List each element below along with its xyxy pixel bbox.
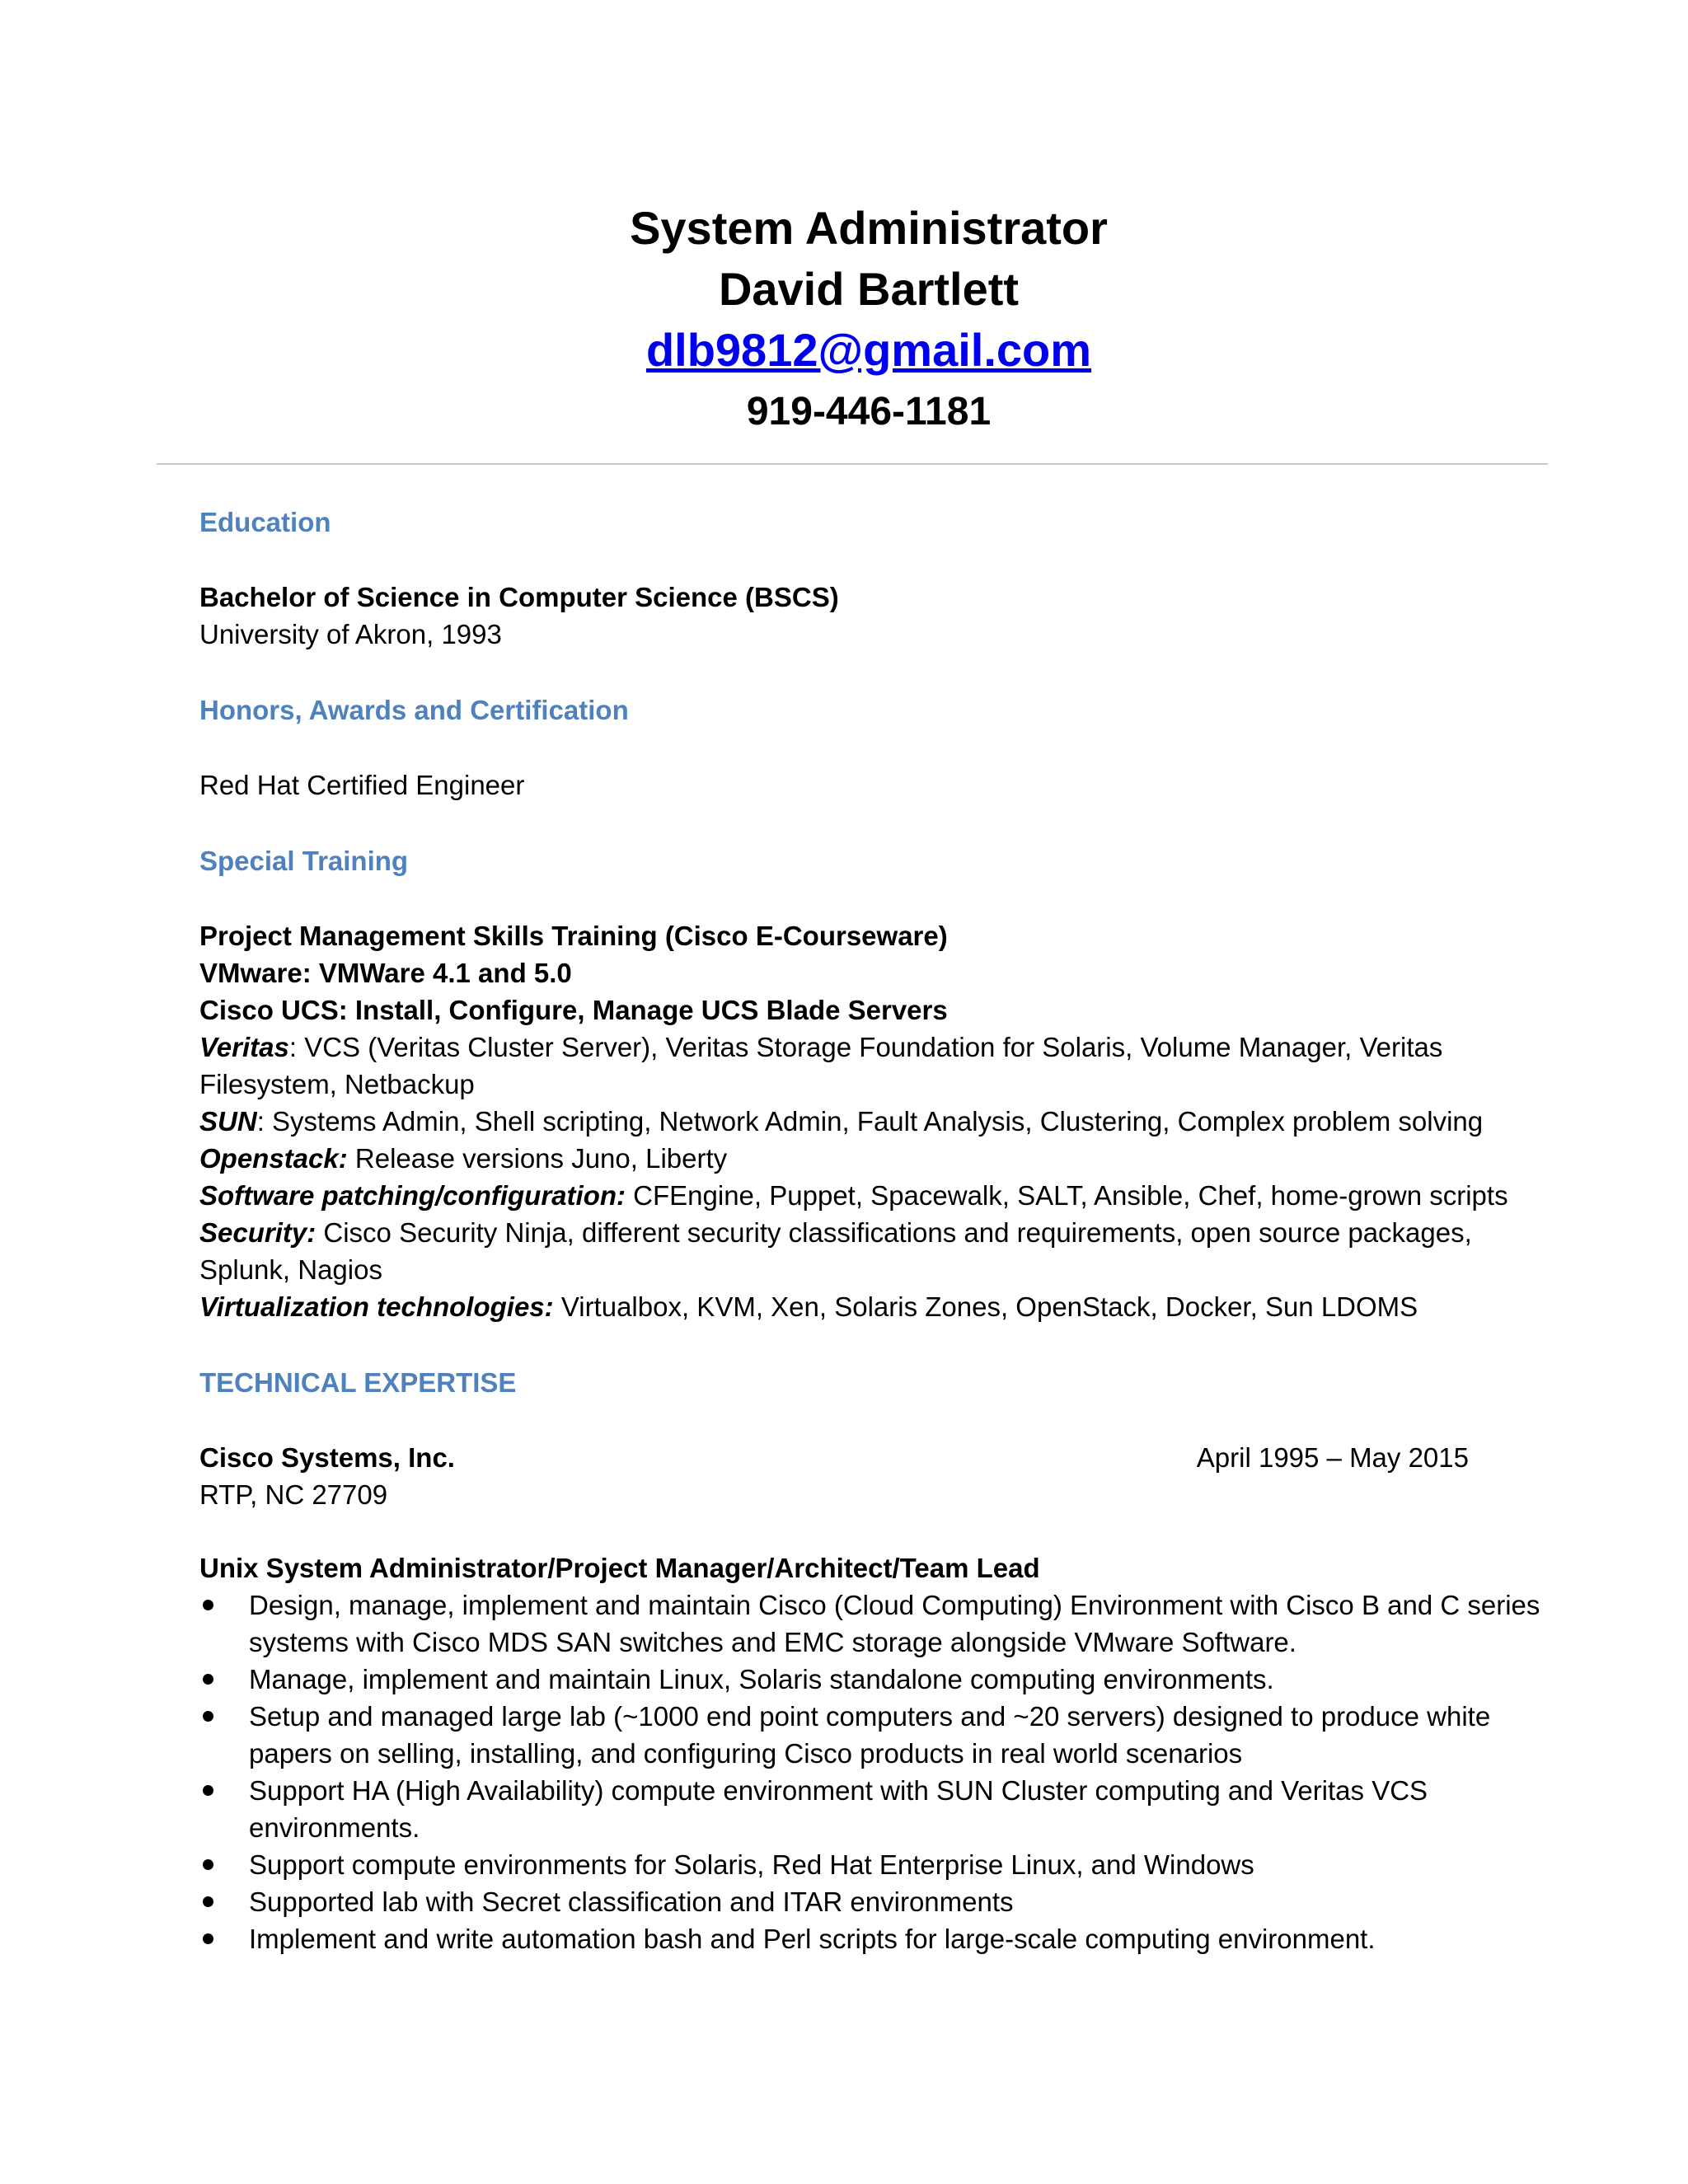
skill-line: SUN: Systems Admin, Shell scripting, Network Admin, Fault Analysis, Clustering, Complex problem solving	[199, 1106, 1484, 1137]
skill-line	[199, 1214, 1543, 1288]
list-item: Supported lab with Secret classification and ITAR environments	[199, 1883, 1543, 1920]
training-item: Cisco UCS: Install, Configure, Manage UCS Blade Servers	[199, 995, 948, 1025]
skill-text: Release versions Juno, Liberty	[347, 1143, 728, 1174]
skill-label: Security:	[199, 1217, 316, 1248]
expertise-heading: TECHNICAL EXPERTISE	[199, 1367, 517, 1398]
skill-label: Software patching/configuration:	[199, 1180, 626, 1211]
list-item: Manage, implement and maintain Linux, Solaris standalone computing environments.	[199, 1661, 1543, 1698]
training-item: Project Management Skills Training (Cisco E-Courseware)	[199, 921, 948, 951]
list-item: Support HA (High Availability) compute environment with SUN Cluster computing and Veritas VCS environments.	[199, 1772, 1543, 1846]
list-item: Setup and managed large lab (~1000 end point computers and ~20 servers) designed to produce white papers on selling, installing, and configuring Cisco products in real world scenarios	[199, 1698, 1543, 1772]
company-location: RTP, NC 27709	[199, 1479, 388, 1510]
skill-label: SUN	[199, 1106, 257, 1137]
skill-text: CFEngine, Puppet, Spacewalk, SALT, Ansible, Chef, home-grown scripts	[626, 1180, 1508, 1211]
skill-label: Virtualization technologies:	[199, 1291, 554, 1322]
employer-row	[199, 1439, 1543, 1476]
header-divider	[157, 463, 1548, 465]
list-item: Design, manage, implement and maintain Cisco (Cloud Computing) Environment with Cisco B and C series systems with Cisco MDS SAN switches and EMC storage alongside VMware Software.	[199, 1586, 1543, 1661]
job-role: Unix System Administrator/Project Manager/Architect/Team Lead	[199, 1553, 1040, 1583]
skill-line	[199, 1288, 1543, 1325]
skill-line: Veritas: VCS (Veritas Cluster Server), Veritas Storage Foundation for Solaris, Volume Manager, Veritas Filesystem, Netbackup	[199, 1032, 1443, 1099]
candidate-name: David Bartlett	[718, 263, 1020, 315]
company-name: Cisco Systems, Inc.	[199, 1442, 455, 1473]
training-item: VMware: VMWare 4.1 and 5.0	[199, 958, 572, 988]
skill-label: Openstack:	[199, 1143, 348, 1174]
honors-heading: Honors, Awards and Certification	[199, 695, 629, 725]
email-link[interactable]: dlb9812@gmail.com	[645, 324, 1092, 376]
job-title: System Administrator	[630, 202, 1108, 254]
education-heading: Education	[199, 507, 331, 537]
list-item: Implement and write automation bash and Perl scripts for large-scale computing environment.	[199, 1920, 1543, 1957]
skill-label: Veritas	[199, 1032, 289, 1062]
skill-text: Cisco Security Ninja, different security classifications and requirements, open source packages, Splunk, Nagios	[199, 1217, 1472, 1285]
employment-dates: April 1995 – May 2015	[1196, 1442, 1469, 1473]
skill-text: Systems Admin, Shell scripting, Network Admin, Fault Analysis, Clustering, Complex problem solving	[264, 1106, 1484, 1137]
phone-number: 919-446-1181	[746, 390, 992, 434]
school: University of Akron, 1993	[199, 619, 502, 649]
responsibility-list	[199, 1586, 1543, 1957]
list-item: Support compute environments for Solaris, Red Hat Enterprise Linux, and Windows	[199, 1846, 1543, 1883]
degree: Bachelor of Science in Computer Science (BSCS)	[199, 582, 839, 612]
certification: Red Hat Certified Engineer	[199, 770, 525, 800]
skill-line	[199, 1140, 1543, 1177]
resume-body	[199, 504, 1543, 1957]
skill-line	[199, 1177, 1543, 1214]
resume-header	[0, 198, 1688, 443]
skill-text: VCS (Veritas Cluster Server), Veritas Storage Foundation for Solaris, Volume Manager, Veritas Filesystem, Netbackup	[199, 1032, 1443, 1099]
training-heading: Special Training	[199, 846, 409, 876]
skill-text: Virtualbox, KVM, Xen, Solaris Zones, OpenStack, Docker, Sun LDOMS	[553, 1291, 1418, 1322]
